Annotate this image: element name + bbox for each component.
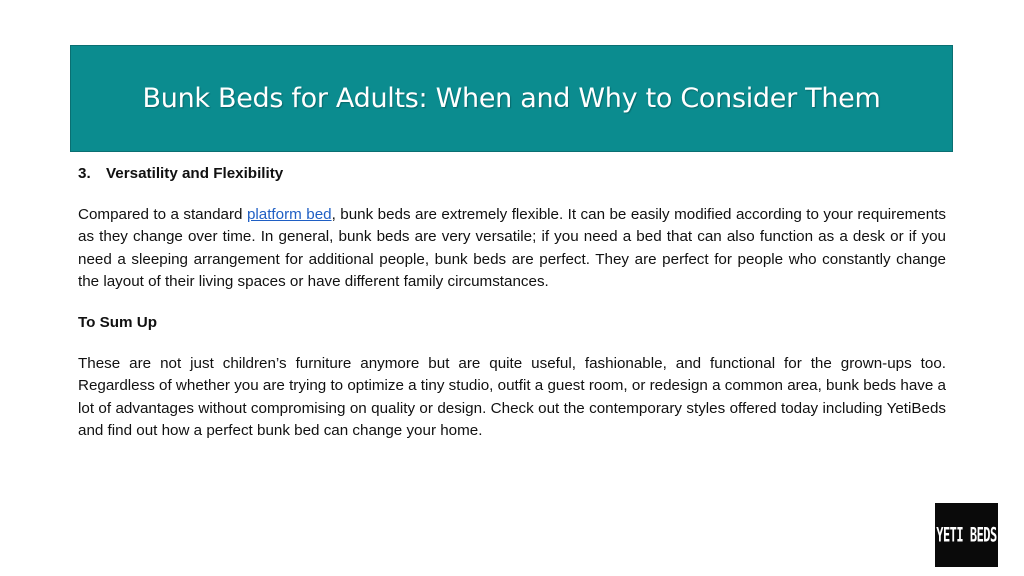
page-title: Bunk Beds for Adults: When and Why to Consider Them	[142, 83, 881, 114]
sum-up-paragraph: These are not just children’s furniture anymore but are quite useful, fashionable, and functional for the grown-ups too. Regardless of whether you are trying to optimize a tiny studio, outfit a guest room, or redesign a common area, bunk beds have a lot of advantages without compromising on quality or design. Check out the contemporary styles offered today including YetiBeds and find out how a perfect bunk bed can change your home.	[78, 354, 946, 440]
section-number: 3.	[78, 165, 91, 182]
paragraph-text-after-link: , bunk beds are extremely flexible. It can be easily modified according to your requirements as they change over time. In general, bunk beds are very versatile; if you need a bed that can also function as a desk or if you need a sleeping arrangement for additional people, bunk beds are perfect. They are perfect for people who constantly change the layout of their living spaces or have different family circumstances.	[78, 205, 947, 291]
section-heading-sum-up: To Sum Up	[78, 313, 158, 331]
versatility-paragraph	[78, 204, 946, 294]
main-content	[78, 163, 946, 461]
logo-text: YETI BEDS	[936, 523, 997, 547]
paragraph-text-before-link: Compared to a standard	[78, 205, 247, 223]
yetibeds-logo	[935, 503, 998, 567]
section-heading-versatility	[78, 163, 946, 186]
title-banner	[70, 45, 953, 152]
section-heading-text: Versatility and Flexibility	[106, 165, 284, 182]
platform-bed-link[interactable]: platform bed	[246, 205, 332, 223]
